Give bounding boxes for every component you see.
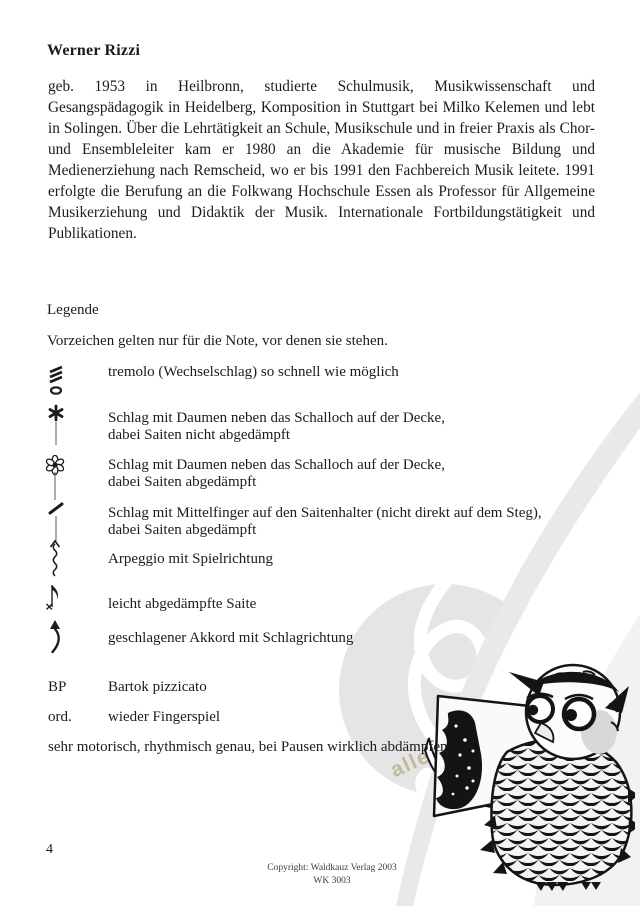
arpeggio-wavy-arrow-icon — [48, 539, 62, 579]
tremolo-whole-note-icon — [46, 364, 66, 396]
abbreviation-label: BP — [48, 679, 67, 695]
abbreviation-text: wieder Fingerspiel — [108, 709, 221, 725]
legend-item-text — [108, 364, 399, 381]
abbreviation-label: ord. — [48, 709, 72, 725]
legend-heading: Legende — [47, 302, 99, 318]
flower-stem-icon — [44, 455, 66, 501]
legend-line: Schlag mit Mittelfinger auf den Saitenhalter (nicht direkt auf dem Steg), — [108, 505, 542, 521]
legend-line: Schlag mit Daumen neben das Schalloch auf der Decke, — [108, 457, 445, 473]
legend-line: Schlag mit Daumen neben das Schalloch auf der Decke, — [108, 410, 445, 426]
legend-line: dabei Saiten nicht abgedämpft — [108, 427, 291, 443]
legend-item-text — [108, 551, 273, 568]
abbreviation-text: Bartok pizzicato — [108, 679, 207, 695]
copyright-line: Copyright: Waldkauz Verlag 2003 — [267, 863, 397, 873]
legend-item-text — [108, 457, 445, 491]
performance-note: sehr motorisch, rhythmisch genau, bei Pausen wirklich abdämpfen — [48, 739, 448, 755]
legend-line: Arpeggio mit Spielrichtung — [108, 551, 273, 567]
slash-stem-icon — [46, 500, 66, 543]
strike-direction-arrow-icon — [47, 619, 63, 655]
owl-mascot-illustration — [423, 656, 635, 892]
legend-item-text — [108, 505, 542, 539]
copyright-block — [130, 862, 534, 887]
biography-paragraph: geb. 1953 in Heilbronn, studierte Schulmusik, Musikwissenschaft und Gesangspädagogik in Heidelberg, Komposition in Stuttgart bei Milko Kelemen und lebt in Solingen. Über die Lehrtätigkeit an Schule, Musikschule und in freier Praxis als Chor- und Ensembleleiter kam er 1980 an die Akademie für musische Bildung und Medienerziehung nach Remscheid, wo er bis 1991 den Fachbereich Musik leitete. 1991 erfolgte die Berufung an die Folkwang Hochschule Essen als Professor für Allgemeine Musikerziehung und Didaktik der Musik. Internationale Fortbildungstätigkeit und Publikationen. — [48, 78, 595, 242]
legend-line: dabei Saiten abgedämpft — [108, 474, 257, 490]
left-ear-tuft — [509, 672, 544, 696]
page-number: 4 — [46, 842, 53, 857]
legend-line: dabei Saiten abgedämpft — [108, 522, 257, 538]
composer-name-heading: Werner Rizzi — [47, 42, 141, 59]
legend-line: leicht abgedämpfte Saite — [108, 596, 257, 612]
legend-line: tremolo (Wechselschlag) so schnell wie möglich — [108, 364, 399, 380]
catalog-number: WK 3003 — [313, 875, 351, 886]
legend-intro: Vorzeichen gelten nur für die Note, vor denen sie stehen. — [47, 333, 388, 349]
legend-item-text — [108, 410, 445, 444]
legend-item-text — [108, 630, 353, 647]
x-eighth-note-icon — [45, 581, 65, 611]
asterisk-stem-icon — [46, 404, 66, 446]
legend-line: geschlagener Akkord mit Schlagrichtung — [108, 630, 354, 646]
legend-item-text — [108, 596, 256, 613]
right-pupil — [565, 709, 577, 721]
left-pupil — [528, 705, 538, 715]
